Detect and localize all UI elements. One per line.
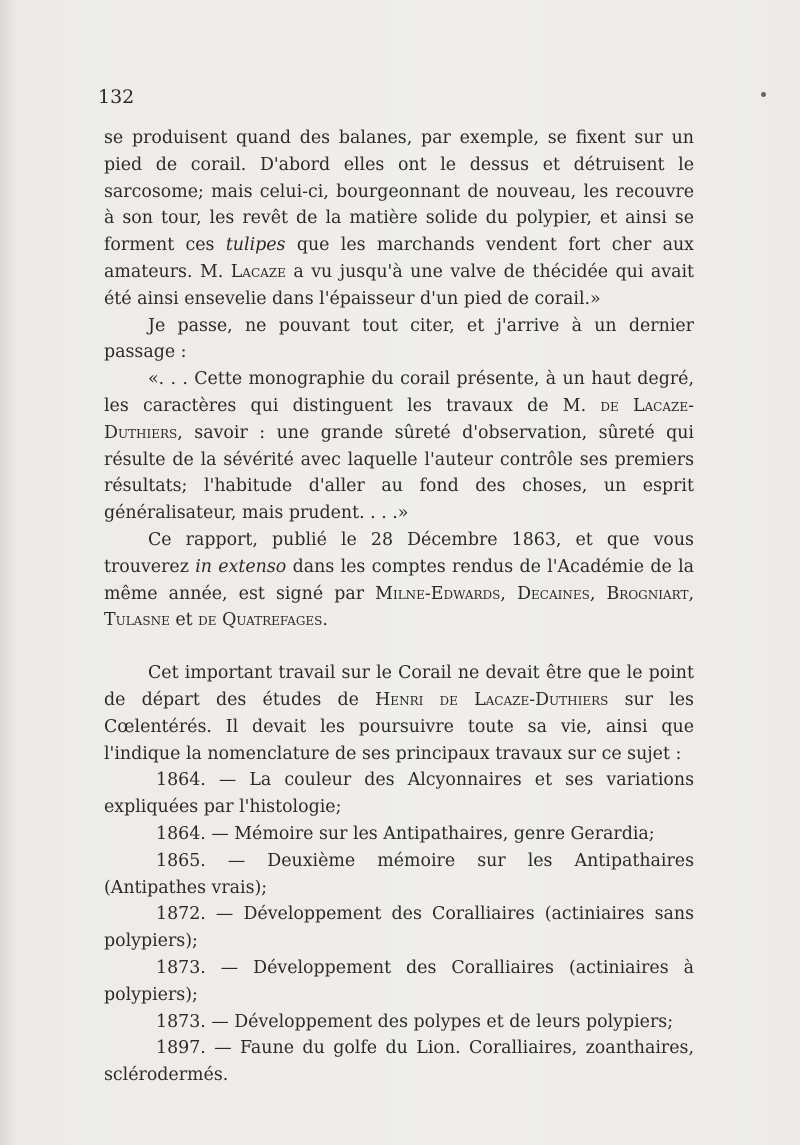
list-item: 1873. — Développement des Coralliaires (actiniaires à polypiers); <box>104 957 694 1005</box>
text-run: que les marchands vendent fort cher aux amateurs. M. <box>104 235 694 282</box>
signatory-name: Brogniart <box>606 583 689 604</box>
signatory-name: de Quatrefages <box>198 610 323 631</box>
text-run: sur les Cœlentérés. Il devait les poursuivre toute sa vie, ainsi que l'indique la nomenclature de ses principaux travaux sur ce sujet : <box>104 689 694 764</box>
text-run: , <box>500 583 518 604</box>
list-item: 1864. — La couleur des Alcyonnaires et ses variations expliquées par l'histologie; <box>104 770 694 818</box>
text-run: a vu jusqu'à une valve de thécidée qui avait été ainsi ensevelie dans l'épaisseur d'un pied de corail.» <box>104 261 694 309</box>
paragraph-transition: Je passe, ne pouvant tout citer, et j'arrive à un dernier passage : <box>104 315 694 363</box>
text-run: , <box>688 583 695 604</box>
paragraph-quote-end <box>104 125 694 313</box>
author-name: de Lacaze-Duthiers <box>104 395 694 443</box>
text-run: dans les comptes rendus de l'Académie de la même année, est signé par <box>104 556 695 604</box>
text-run: «. . . Cette monographie du corail présente, à un haut degré, les caractères qui distinguent les travaux de M. <box>104 369 694 416</box>
page-number: 132 <box>98 86 135 108</box>
signatory-name: Tulasne <box>104 610 170 631</box>
text-run: , savoir : une grande sûreté d'observation, sûreté qui résulte de la sévérité avec laquelle l'auteur contrôle ses premiers résultats; l'habitude d'aller au fond des choses, un esprit généralisateur, mais prudent. . . .» <box>104 422 694 524</box>
italic-term: in extenso <box>195 556 287 577</box>
text-run: Ce rapport, publié le 28 Décembre 1863, et que vous trouverez <box>104 529 694 577</box>
list-item: 1897. — Faune du golfe du Lion. Coralliaires, zoanthaires, sclérodermés. <box>104 1038 694 1086</box>
signatory-name: Decaines <box>517 583 590 604</box>
list-item: 1872. — Développement des Coralliaires (actiniaires sans polypiers); <box>104 904 694 952</box>
text-run: et <box>169 610 199 631</box>
paragraph-final-quote <box>104 366 694 527</box>
text-run: , <box>589 583 607 604</box>
author-name: Henri de Lacaze-Duthiers <box>375 689 609 710</box>
text-run: Cet important travail sur le Corail ne devait être que le point de départ des études de <box>104 663 694 710</box>
list-item: 1873. — Développement des polypes et de leurs polypiers; <box>156 1011 674 1032</box>
signatory-name: Milne-Edwards <box>375 583 501 604</box>
paragraph-report <box>104 527 694 634</box>
margin-dot <box>761 92 766 97</box>
list-item: 1865. — Deuxième mémoire sur les Antipathaires (Antipathes vrais); <box>104 850 694 898</box>
text-run: se produisent quand des balanes, par exemple, se fixent sur un pied de corail. D'abord elles ont le dessus et détruisent le sarcosome; mais celui-ci, bourgeonnant de nouveau, les recouvre à son tour, les revêt de la matière solide du polypier, et ainsi se forment ces <box>104 128 694 256</box>
author-name: Lacaze <box>230 261 286 282</box>
text-run: . <box>322 610 328 631</box>
section-gap <box>104 634 694 660</box>
italic-term: tulipes <box>225 235 286 256</box>
body-text <box>104 125 694 1089</box>
paragraph-studies <box>104 660 694 767</box>
list-item: 1864. — Mémoire sur les Antipathaires, genre Gerardia; <box>156 823 655 844</box>
